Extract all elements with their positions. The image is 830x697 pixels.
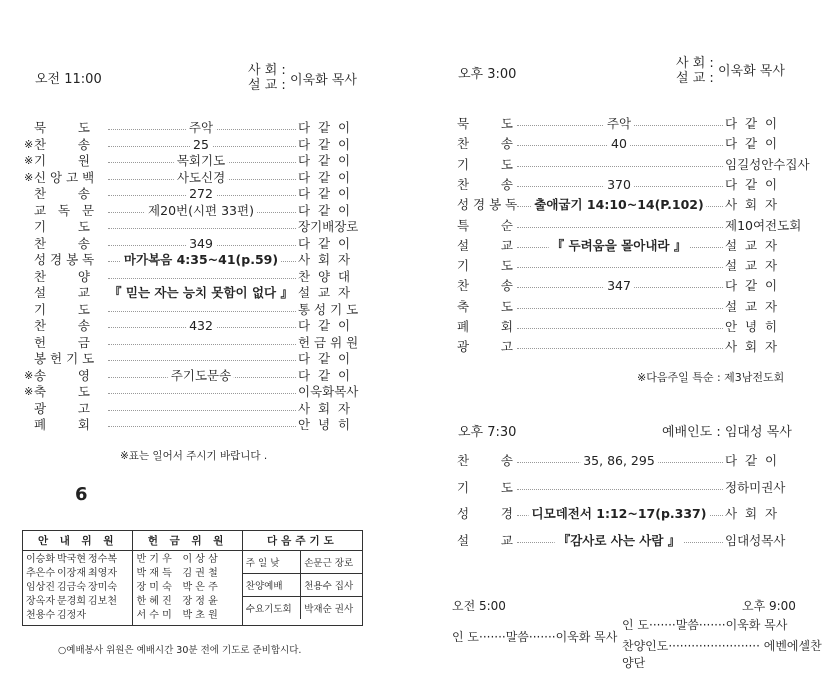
row-responsible: 헌 금 위 원: [298, 334, 359, 350]
prayer-person: 박재순 권사: [304, 604, 354, 615]
service-row: [457, 480, 797, 496]
dot-leader: [517, 166, 723, 167]
row-responsible: 임대성목사: [725, 532, 786, 548]
page-number: 6: [75, 484, 88, 505]
row-label: 찬 송: [457, 453, 513, 468]
dot-leader: [517, 489, 723, 490]
row-responsible: 설 교 자: [725, 298, 778, 314]
row-responsible: 다 같 이: [725, 176, 778, 192]
row-label: 찬 송: [34, 186, 90, 201]
dot-leader: [108, 278, 296, 279]
row-label: 봉 헌 기 도: [34, 351, 95, 366]
service-row: [34, 351, 366, 367]
stand-note: ※표는 일어서 주시기 바랍니다 .: [120, 450, 268, 462]
dot-leader: [108, 426, 296, 427]
guide-name: 장미숙: [88, 582, 117, 593]
row-label: 찬 양: [34, 268, 90, 284]
service-row: [457, 217, 802, 234]
row-label: 묵 도: [457, 116, 513, 131]
service-row: [34, 120, 366, 136]
row-responsible: 설 교 자: [725, 237, 778, 253]
service-row: [34, 302, 366, 318]
service-row: [34, 335, 366, 351]
service-row: [457, 506, 797, 522]
dot-leader: [108, 360, 296, 361]
offering-name: 박 재 득: [136, 568, 172, 579]
early-text: 인 도·······말씀·······이욱화 목사: [452, 630, 618, 644]
service-row: [457, 319, 797, 335]
row-responsible: 찬 양 대: [298, 268, 351, 284]
service-row: [34, 236, 366, 252]
row-label: 특 순: [457, 217, 513, 233]
guides-cell: [23, 551, 133, 626]
service-volunteers-table: [22, 530, 363, 626]
row-item: 『 두려움을 몰아내라 』: [549, 238, 690, 254]
row-responsible: 다 같 이: [298, 202, 351, 218]
service-row: [457, 299, 797, 315]
row-responsible: 다 같 이: [298, 235, 351, 251]
guide-name: 이승화: [26, 554, 55, 565]
offering-name: 박 은 주: [182, 582, 218, 593]
right-leader-label: 사 회 :: [676, 56, 714, 71]
dot-leader: [517, 308, 723, 309]
night-time: 오후 9:00: [742, 599, 796, 613]
offering-name: 이 상 삼: [182, 554, 218, 565]
row-item: 432: [186, 318, 216, 334]
offering-name: 서 수 미: [136, 610, 172, 621]
service-row: [457, 136, 797, 152]
service-row: [457, 116, 797, 132]
row-item: 디모데전서 1:12~17(p.337): [529, 506, 710, 522]
row-label: 설 교: [34, 285, 90, 300]
night-line2: 찬양인도························ 에벤에셀찬양단: [622, 639, 822, 670]
row-responsible: 다 같 이: [298, 120, 351, 135]
row-responsible: 다 같 이: [298, 153, 351, 168]
row-label: 송 영: [34, 367, 90, 383]
service-row: [34, 285, 366, 301]
row-label: 기 도: [457, 258, 513, 274]
guide-name: 천용수: [26, 610, 55, 621]
row-responsible: 다 같 이: [298, 318, 351, 333]
prayer-service: 주 일 낮: [243, 551, 301, 574]
prayer-cell: [242, 551, 362, 626]
row-responsible: 다 같 이: [725, 116, 778, 131]
dot-leader: [517, 328, 723, 329]
row-responsible: 사 회 자: [725, 339, 778, 355]
row-responsible: 다 같 이: [298, 367, 351, 383]
service-row: [34, 252, 366, 268]
row-label: 설 교: [457, 237, 513, 253]
right-leader-name: 이욱화 목사: [718, 64, 785, 79]
offering-cell: [133, 551, 242, 626]
stand-mark: ※: [24, 368, 34, 382]
service-row: [24, 136, 366, 153]
stand-mark: ※: [24, 154, 34, 167]
row-label: 축 도: [34, 384, 90, 399]
row-label: 찬 송: [34, 318, 90, 333]
row-responsible: 다 같 이: [298, 169, 351, 185]
service-row: [457, 156, 810, 173]
row-responsible: 설 교 자: [298, 285, 351, 300]
row-label: 광 고: [457, 339, 513, 355]
service-row: [457, 258, 797, 274]
service-row: [457, 339, 797, 355]
row-item: 272: [186, 186, 216, 202]
row-responsible: 다 같 이: [725, 278, 778, 294]
prayer-service: 찬양예배: [243, 574, 301, 597]
row-responsible: 사 회 자: [725, 197, 778, 213]
row-label: 찬 송: [34, 136, 90, 152]
dot-leader: [108, 228, 296, 229]
night-line1: 인 도·······말씀·······이욱화 목사: [622, 618, 788, 632]
guide-name: 김금숙: [57, 582, 86, 593]
service-row: [34, 203, 366, 219]
offering-name: 반 기 우: [136, 554, 172, 565]
next-special-note: ※다음주일 특순 : 제3남전도회: [637, 371, 785, 384]
evening-leader: 예배인도 : 임대성 목사: [662, 425, 792, 440]
right-service-time: 오후 3:00: [458, 67, 517, 82]
service-row: [34, 269, 366, 285]
row-responsible: 사 회 자: [298, 400, 351, 416]
row-label: 폐 회: [457, 319, 513, 334]
row-item: 40: [608, 136, 630, 152]
row-item: 마가복음 4:35~41(p.59): [121, 252, 281, 268]
row-label: 찬 송: [457, 136, 513, 152]
left-role-labels: [248, 63, 286, 93]
prayer-person: 손문근 장로: [301, 551, 362, 574]
dot-leader: [108, 410, 296, 411]
row-responsible: 다 같 이: [725, 136, 778, 152]
row-item: 347: [604, 278, 634, 294]
row-label: 찬 송: [457, 278, 513, 294]
service-row: [34, 401, 366, 417]
right-role-labels: [676, 56, 714, 86]
row-label: 기 도: [457, 156, 513, 172]
row-item: 『 믿는 자는 능치 못함이 없다 』: [106, 285, 296, 301]
row-responsible: 안 녕 히: [298, 417, 351, 432]
table-header: 안 내 위 원: [23, 531, 133, 551]
left-service-time: 오전 11:00: [35, 72, 102, 87]
row-responsible: 정하미권사: [725, 479, 786, 495]
row-responsible: 통 성 기 도: [298, 301, 359, 317]
guide-name: 김보천: [88, 596, 117, 607]
row-item: 25: [190, 137, 212, 153]
row-label: 찬 송: [34, 235, 90, 251]
row-item: 목회기도: [174, 153, 228, 169]
leader-label: 사 회 :: [248, 63, 286, 78]
row-label: 광 고: [34, 400, 90, 416]
dot-leader: [517, 348, 723, 349]
service-row: [34, 186, 366, 202]
dot-leader: [108, 311, 296, 312]
row-item: 출애굽기 14:10~14(P.102): [531, 197, 706, 213]
guide-name: 이장재: [57, 568, 86, 579]
row-responsible: 안 녕 히: [725, 319, 778, 334]
row-label: 기 원: [34, 153, 90, 168]
guide-name: 임상진: [26, 582, 55, 593]
row-label: 헌 금: [34, 334, 90, 350]
offering-name: 장 미 숙: [136, 582, 172, 593]
row-label: 기 도: [34, 301, 90, 317]
dot-leader: [108, 344, 296, 345]
offering-name: 박 초 원: [182, 610, 218, 621]
service-row: [24, 367, 366, 384]
service-row: [34, 219, 366, 235]
row-responsible: 사 회 자: [725, 506, 778, 521]
guide-name: 추은수: [26, 568, 55, 579]
row-label: 성 경 봉 독: [34, 252, 95, 267]
service-row: [457, 533, 797, 549]
row-item: 370: [604, 177, 634, 193]
prayer-person: 천용수 집사: [301, 574, 362, 597]
row-label: 교 독 문: [34, 202, 95, 218]
row-responsible: 사 회 자: [298, 252, 351, 267]
service-row: [457, 278, 797, 294]
service-row: [34, 318, 366, 334]
volunteer-footnote: ○예배봉사 위원은 예배시간 30분 전에 기도로 준비합시다.: [58, 645, 302, 656]
row-item: 35, 86, 295: [580, 453, 658, 469]
left-leader-name: 이욱화 목사: [290, 73, 357, 88]
row-responsible: 다 같 이: [298, 186, 351, 201]
dot-leader: [108, 393, 296, 394]
guide-name: 문경희: [57, 596, 86, 607]
row-item: 주기도문송: [168, 368, 234, 384]
right-preacher-label: 설 교 :: [676, 71, 714, 86]
guide-name: 장옥자: [26, 596, 55, 607]
stand-mark: ※: [24, 385, 34, 398]
service-row: [457, 453, 797, 469]
service-row: [457, 177, 797, 193]
row-label: 폐 회: [34, 417, 90, 432]
row-item: 『감사로 사는 사람 』: [555, 533, 684, 549]
row-label: 묵 도: [34, 120, 90, 135]
stand-mark: ※: [24, 170, 34, 184]
offering-name: 장 정 윤: [182, 596, 218, 607]
row-item: 사도신경: [174, 170, 228, 186]
guide-name: 박국현: [57, 554, 86, 565]
service-row: [24, 384, 366, 400]
table-header: 헌 금 위 원: [133, 531, 242, 551]
evening-time: 오후 7:30: [458, 425, 517, 440]
stand-mark: ※: [24, 137, 34, 151]
row-label: 찬 송: [457, 176, 513, 192]
guide-name: 정수복: [88, 554, 117, 565]
row-item: 349: [186, 236, 216, 252]
service-row: [457, 197, 797, 213]
row-responsible: 다 같 이: [298, 136, 351, 152]
service-row: [24, 153, 366, 169]
row-label: 축 도: [457, 298, 513, 314]
row-label: 설 교: [457, 532, 513, 548]
row-responsible: 임길성안수집사: [725, 156, 810, 172]
row-item: 제20번(시편 33편): [145, 203, 257, 219]
service-row: [24, 169, 366, 186]
row-responsible: 다 같 이: [725, 453, 778, 468]
row-item: 주악: [604, 116, 634, 132]
early-time: 오전 5:00: [452, 599, 506, 613]
row-responsible: 설 교 자: [725, 258, 778, 274]
row-label: 성 경: [457, 506, 513, 521]
row-responsible: 제10여전도회: [725, 217, 802, 233]
row-label: 신 앙 고 백: [34, 169, 95, 185]
row-responsible: 다 같 이: [298, 351, 351, 366]
row-item: 주악: [186, 120, 216, 136]
row-responsible: 장기배장로: [298, 219, 359, 234]
offering-name: 한 혜 진: [136, 596, 172, 607]
dot-leader: [517, 227, 723, 228]
table-header: 다음주기도: [242, 531, 362, 551]
service-row: [457, 238, 797, 254]
row-label: 성 경 봉 독: [457, 197, 518, 213]
prayer-service: 수요기도회: [243, 597, 301, 620]
row-label: 기 도: [34, 219, 90, 234]
row-label: 기 도: [457, 479, 513, 495]
row-responsible: 이욱화목사: [298, 384, 359, 399]
preacher-label: 설 교 :: [248, 78, 286, 93]
guide-name: 김정자: [57, 610, 86, 621]
service-row: [34, 417, 366, 433]
dot-leader: [517, 267, 723, 268]
guide-name: 최영자: [88, 568, 117, 579]
offering-name: 김 권 철: [182, 568, 218, 579]
